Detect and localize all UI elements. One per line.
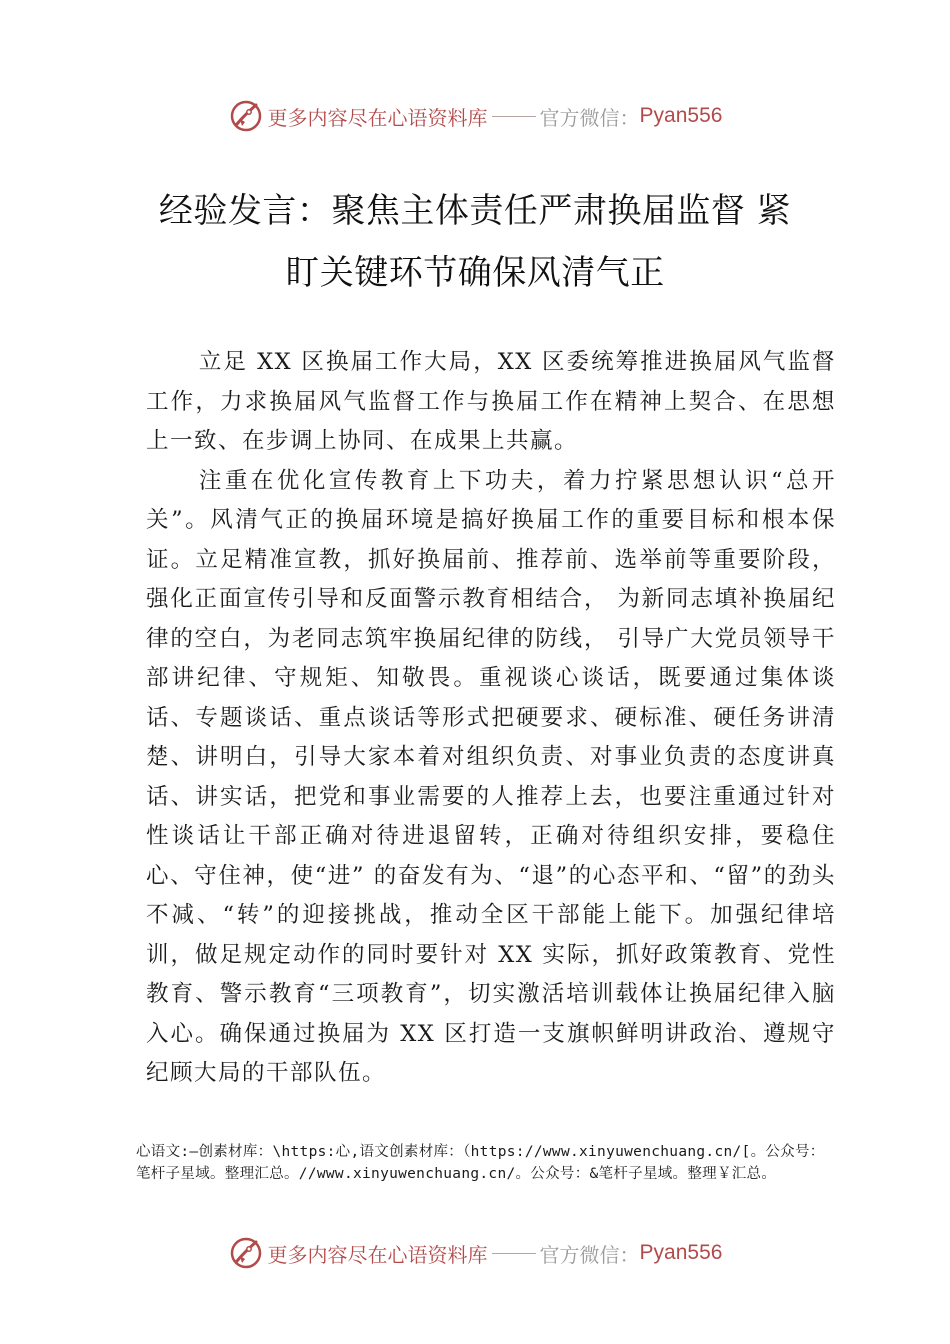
logo-icon — [228, 98, 264, 134]
document-title — [120, 180, 830, 304]
banner-wechat-label: 官方微信： — [539, 1242, 640, 1267]
header-banner — [0, 96, 950, 136]
banner-wechat-id: Pyan556 — [639, 1241, 723, 1264]
banner-brand: 更多内容尽在心语资料库 — [267, 105, 488, 130]
banner-divider — [492, 116, 536, 117]
footer-banner — [0, 1233, 950, 1273]
banner-divider — [492, 1253, 536, 1254]
banner-wechat-id: Pyan556 — [639, 104, 723, 127]
banner-wechat-label: 官方微信： — [539, 105, 640, 130]
body-paragraph-2: 注重在优化宣传教育上下功夫，着力拧紧思想认识“总开关”。风清气正的换届环境是搞好换届工作的重要目标和根本保证。立足精准宣教，抓好换届前、推荐前、选举前等重要阶段，强化正面宣传引导和反面警示教育相结合， 为新同志填补换届纪律的空白，为老同志筑牢换届纪律的防线， 引导广大党员领导干部讲纪律、守规矩、知敬畏。重视谈心谈话，既要通过集体谈话、专题谈话、重点谈话等形式把硬要求、硬标准、硬任务讲清楚、讲明白，引导大家本着对组织负责、对事业负责的态度讲真话、讲实话，把党和事业需要的人推荐上去，也要注重通过针对性谈话让干部正确对待进退留转，正确对待组织安排，要稳住心、守住神，使“进” 的奋发有为、“退”的心态平和、“留”的劲头不减、“转”的迎接挑战，推动全区干部能上能下。加强纪律培训，做足规定动作的同时要针对 XX 实际，抓好政策教育、党性教育、警示教育“三项教育”，切实激活培训载体让换届纪律入脑入心。确保通过换届为 XX 区打造一支旗帜鲜明讲政治、遵规守纪顾大局的干部队伍。 — [146, 467, 836, 1086]
title-line-1: 经验发言：聚焦主体责任严肃换届监督 紧 — [158, 191, 792, 231]
banner-brand: 更多内容尽在心语资料库 — [267, 1242, 488, 1267]
source-note: 心语文:—创素材库：\https:心,语文创素材库：（https://www.xinyuwenchuang.cn/[。公众号：笔杆子星域。整理汇总。//www.xinyuwenchuang.cn/。公众号：&笔杆子星域。整理￥汇总。 — [136, 1144, 825, 1182]
body-paragraph-1: 立足 XX 区换届工作大局，XX 区委统筹推进换届风气监督工作，力求换届风气监督工作与换届工作在精神上契合、在思想上一致、在步调上协同、在成果上共赢。 — [146, 349, 836, 454]
document-body — [146, 343, 836, 1094]
title-line-2: 盯关键环节确保风清气正 — [285, 253, 665, 293]
logo-icon — [228, 1235, 264, 1271]
